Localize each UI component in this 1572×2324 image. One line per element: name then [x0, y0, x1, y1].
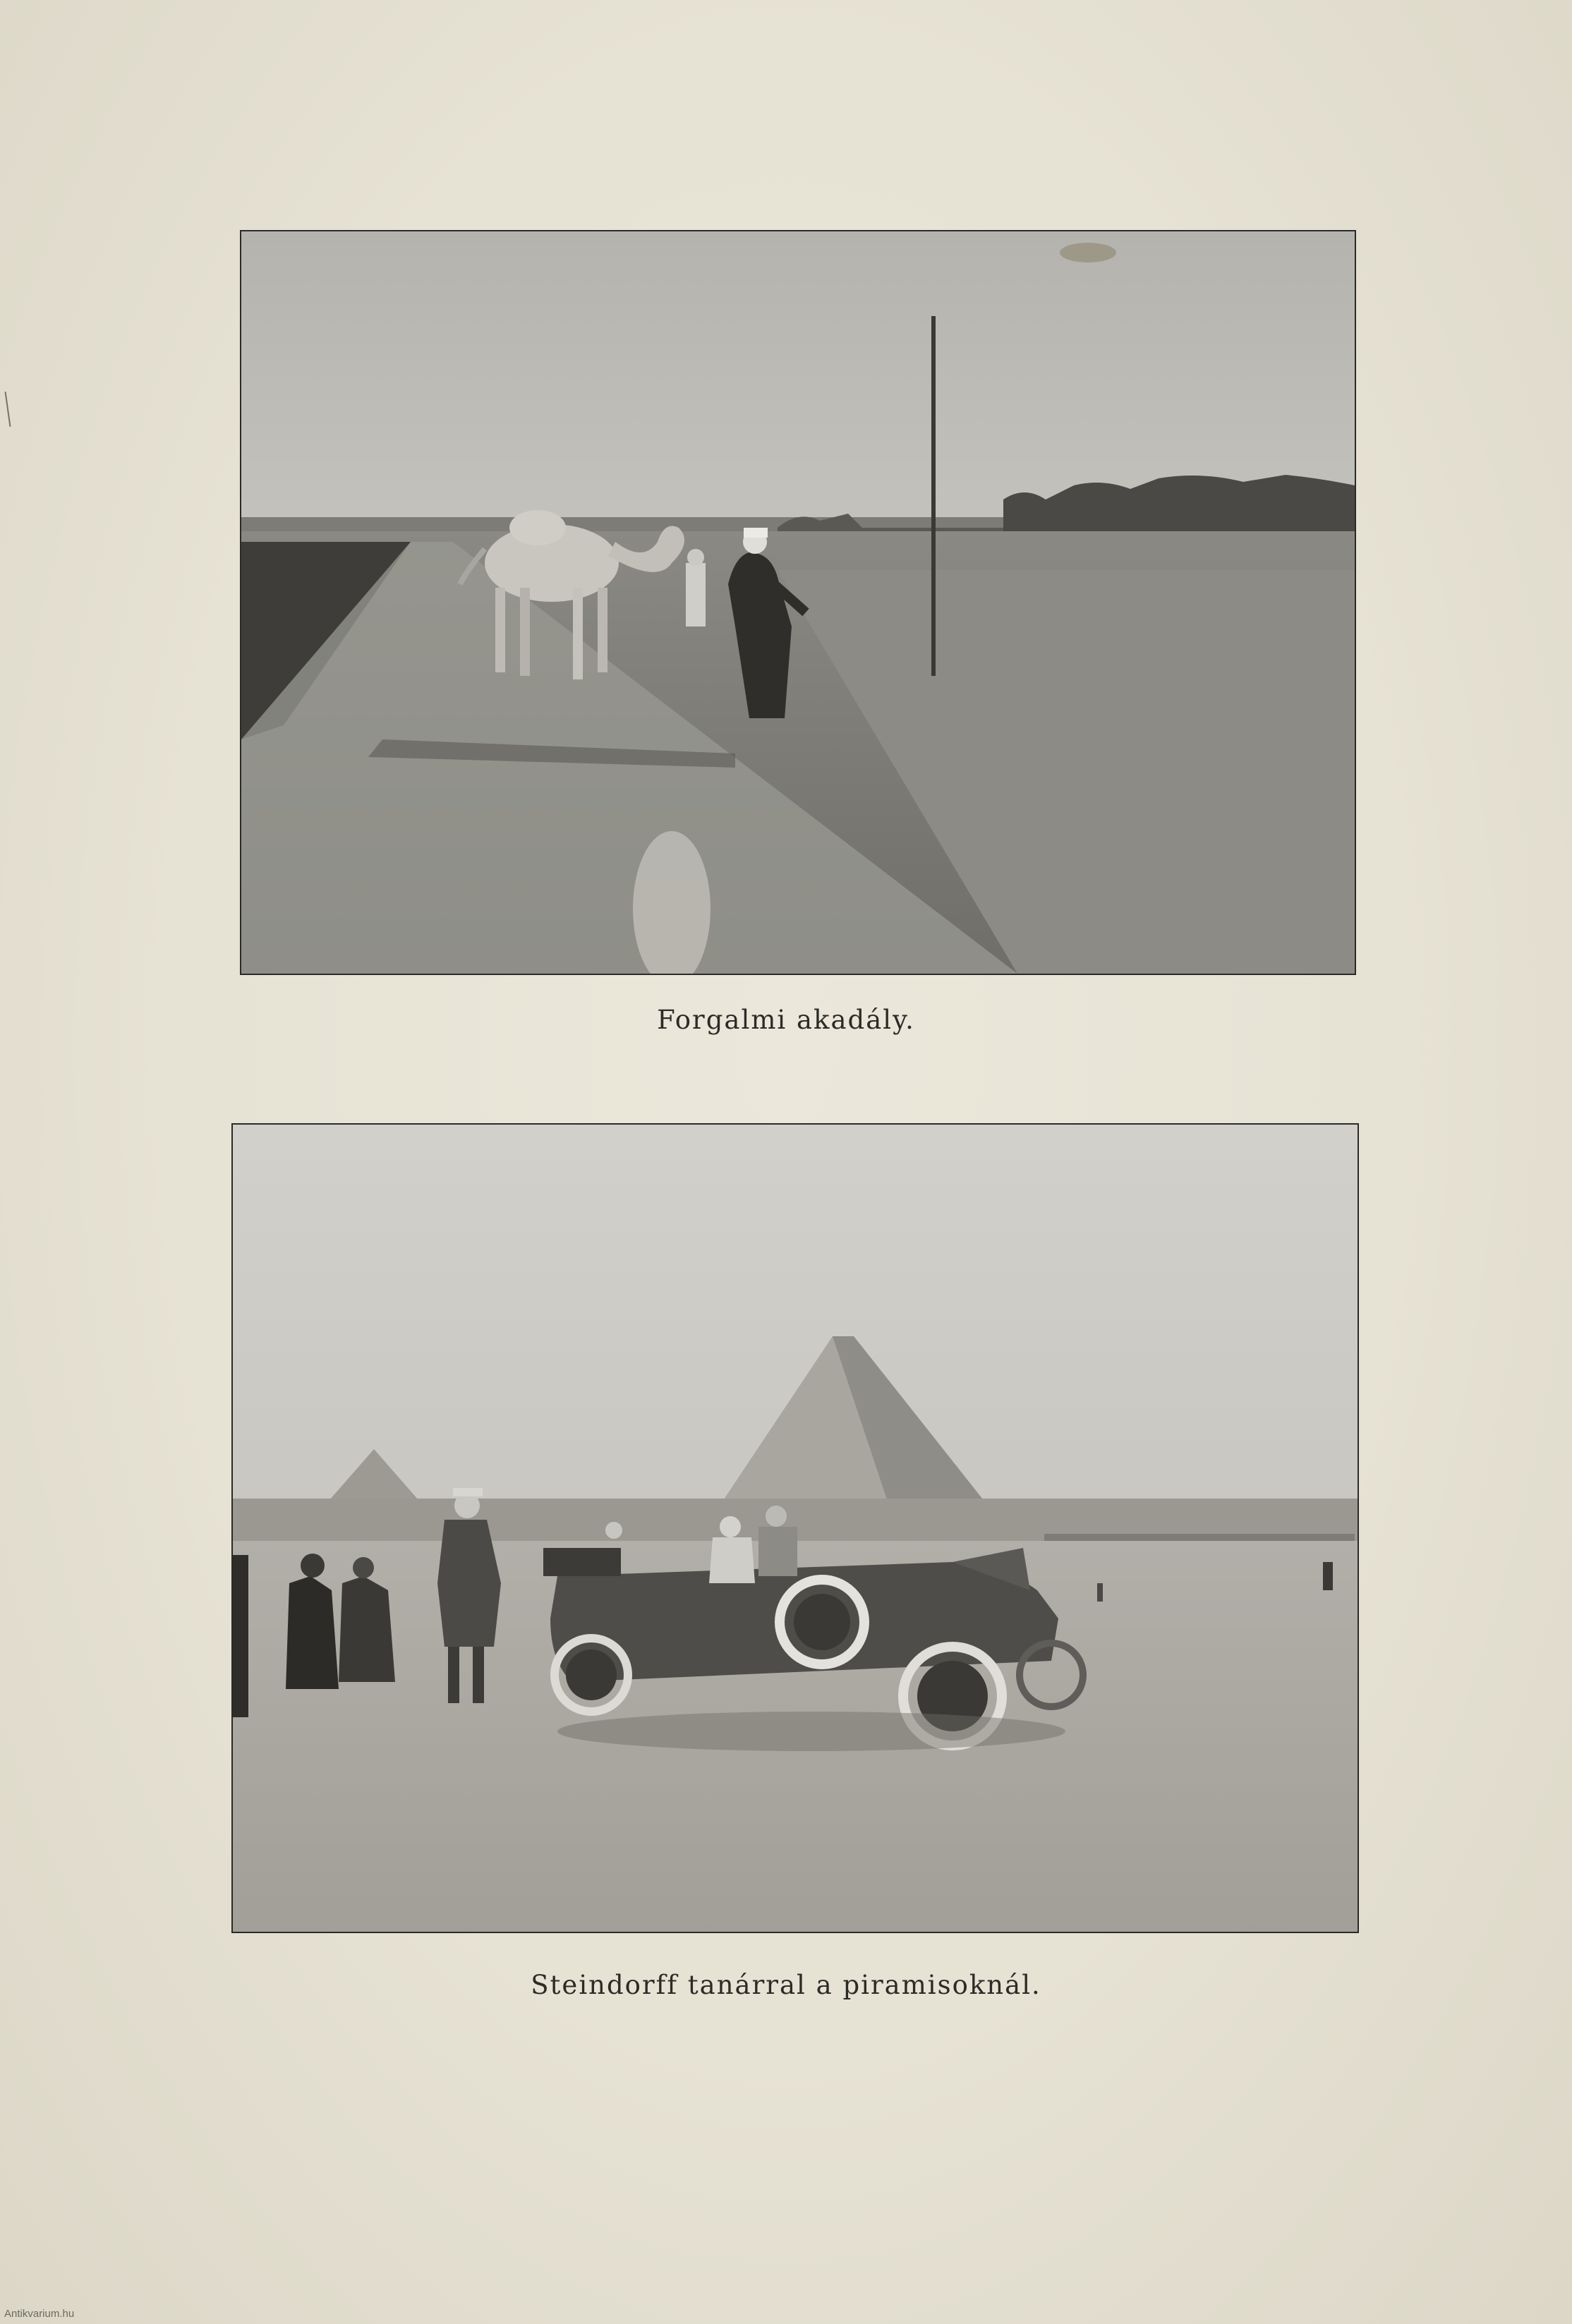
- photo-camel-on-road: [240, 230, 1356, 975]
- photo-car-at-pyramids: [231, 1123, 1359, 1933]
- watermark: Antikvarium.hu: [4, 2308, 75, 2320]
- figure-caption-2: Steindorff tanárral a piramisoknál.: [531, 1970, 1041, 2000]
- figure-caption-1: Forgalmi akadály.: [657, 1005, 915, 1035]
- page-edge-mark: [5, 392, 11, 427]
